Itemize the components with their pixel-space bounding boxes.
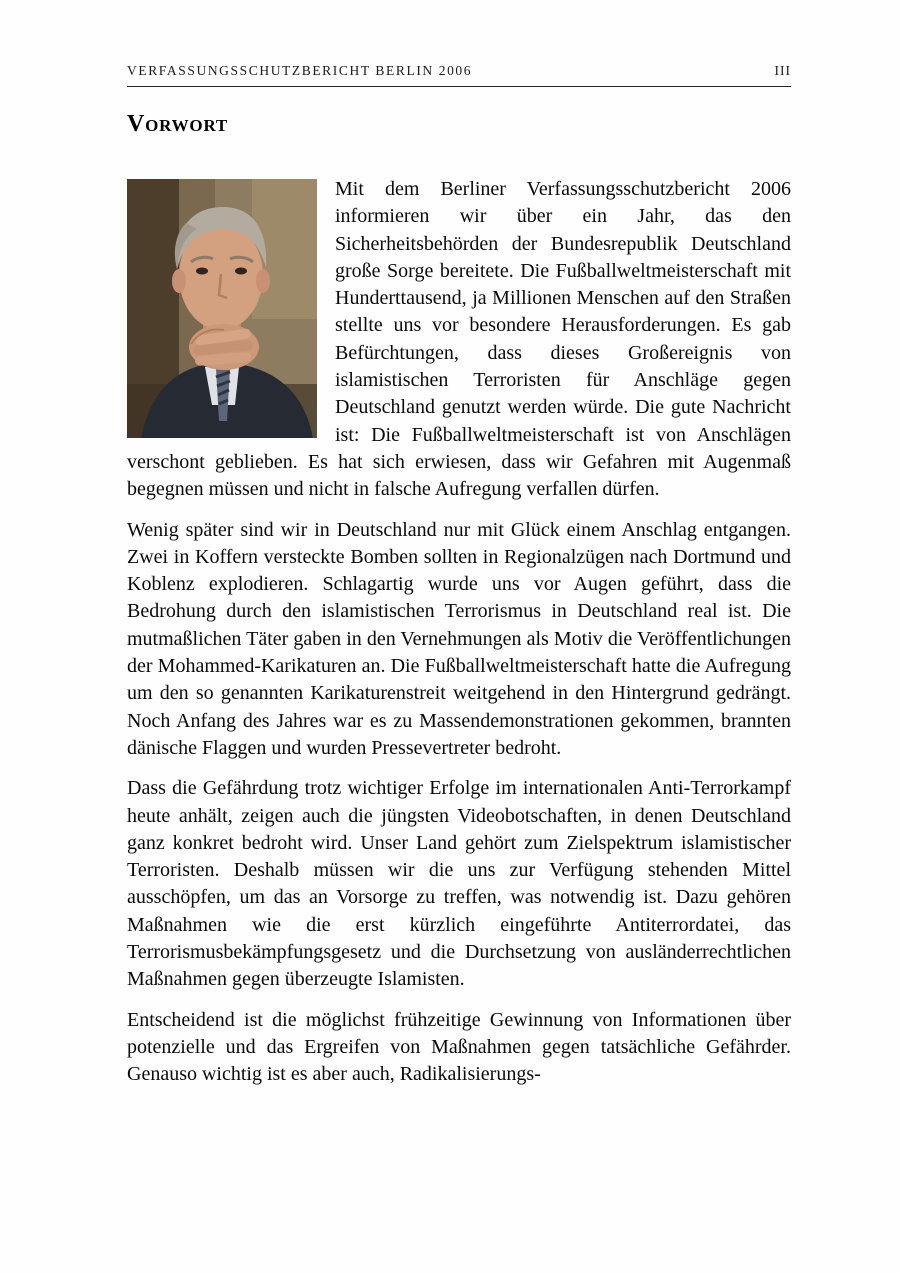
paragraph-2: Wenig später sind wir in Deutschland nur mit Glück einem Anschlag entgangen. Zwei in Koffern versteckte Bomben sollten in Regionalzügen nach Dortmund und Koblenz explodieren. Schlagartig wurde uns vor Augen geführt, dass die Bedrohung durch den islamistischen Terrorismus in Deutschland real ist. Die mutmaßlichen Täter gaben in den Vernehmungen als Motiv die Veröffentlichungen der Mohammed-Karikaturen an. Die Fußballweltmeisterschaft hatte die Aufregung um den so genannten Karikaturenstreit weitgehend in den Hintergrund gedrängt. Noch Anfang des Jahres war es zu Massendemonstrationen gekommen, brannten dänische Flaggen und wurden Pressevertreter bedroht. (127, 518, 791, 759)
paragraph-3: Dass die Gefährdung trotz wichtiger Erfolge im internationalen Anti-Terrorkampf heute anhält, zeigen auch die jüngsten Videobotschaften, in denen Deutschland ganz konkret bedroht wird. Unser Land gehört zum Zielspektrum islamistischer Terroristen. Deshalb müssen wir die uns zur Verfügung stehenden Mittel ausschöpfen, um das an Vorsorge zu treffen, was notwendig ist. Dazu gehören Maßnahmen wie die erst kürzlich eingeführte Antiterrordatei, das Terrorismusbekämpfungsgesetz und die Durchsetzung von ausländerrechtlichen Maßnahmen gegen überzeugte Islamisten. (127, 777, 791, 991)
paragraph-4: Entscheidend ist die möglichst frühzeitige Gewinnung von Informationen über potenzielle und das Ergreifen von Maßnahmen gegen tatsächliche Gefährder. Genauso wichtig ist es aber auch, Radikalisierungs- (127, 1008, 791, 1086)
paragraph-1-text: Mit dem Berliner Verfassungsschutzbericht 2006 informieren wir über ein Jahr, das den Sicherheitsbehörden der Bundesrepublik Deutschland große Sorge bereitete. Die Fußballweltmeisterschaft mit Hunderttausend, ja Millionen Menschen auf den Straßen stellte uns vor besondere Herausforderungen. Es gab Befürchtungen, dass dieses Großereignis von islamistischen Terroristen für Anschläge gegen Deutschland genutzt werden würde. Die gute Nachricht ist: Die Fußballweltmeisterschaft ist von Anschlägen verschont geblieben. Es hat sich erwiesen, dass wir Gefahren mit Augenmaß begegnen müssen und nicht in falsche Aufregung verfallen dürfen. (127, 178, 791, 501)
page-number: III (774, 63, 791, 78)
page-header (127, 63, 791, 87)
running-title: VERFASSUNGSSCHUTZBERICHT BERLIN 2006 (127, 63, 473, 78)
body-text (127, 176, 791, 1089)
paragraph-1 (127, 176, 791, 504)
section-heading: Vorwort (127, 111, 229, 137)
portrait-photo (127, 179, 317, 438)
